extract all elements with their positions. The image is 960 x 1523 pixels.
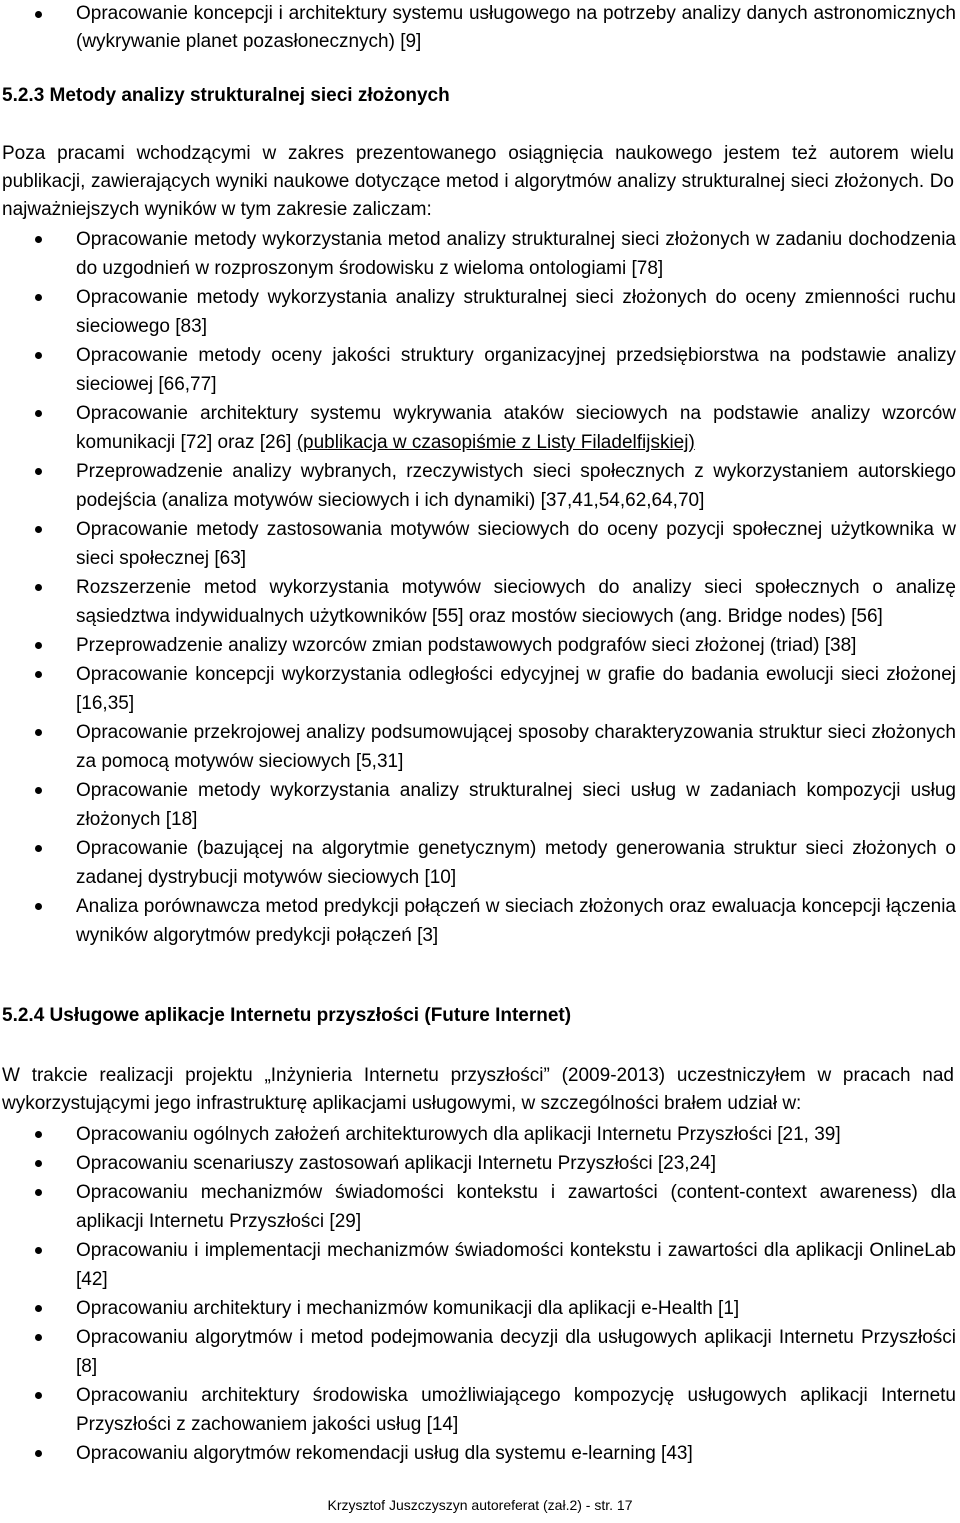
list-item: Opracowaniu algorytmów rekomendacji usług dla systemu e-learning [43] bbox=[0, 1439, 960, 1468]
list-item: Opracowaniu ogólnych założeń architekturowych dla aplikacji Internetu Przyszłości [21, 39] bbox=[0, 1120, 960, 1149]
list-item: Opracowanie (bazującej na algorytmie genetycznym) metody generowania struktur sieci złożonych o zadanej dystrybucji motywów sieciowych [10] bbox=[0, 834, 960, 892]
list-item: Opracowaniu mechanizmów świadomości kontekstu i zawartości (content-context awareness) dla aplikacji Internetu Przyszłości [29] bbox=[0, 1178, 960, 1236]
list-item: Opracowanie metody zastosowania motywów sieciowych do oceny pozycji społecznej użytkownika w sieci społecznej [63] bbox=[0, 515, 960, 573]
section-523-list bbox=[0, 225, 960, 950]
list-item: Opracowanie koncepcji i architektury systemu usługowego na potrzeby analizy danych astronomicznych (wykrywanie planet pozasłonecznych) [9] bbox=[0, 0, 960, 56]
section-524-intro: W trakcie realizacji projektu „Inżynieria Internetu przyszłości” (2009-2013) uczestniczyłem w pracach nad wykorzystującymi jego infrastrukturę aplikacjami usługowymi, w szczególności brałem udział w: bbox=[2, 1065, 954, 1114]
list-item: Opracowanie metody wykorzystania analizy strukturalnej sieci usług w zadaniach kompozycji usług złożonych [18] bbox=[0, 776, 960, 834]
list-item: Analiza porównawcza metod predykcji połączeń w sieciach złożonych oraz ewaluacja koncepcji łączenia wyników algorytmów predykcji połączeń [3] bbox=[0, 892, 960, 950]
list-item: Opracowanie przekrojowej analizy podsumowującej sposoby charakteryzowania struktur sieci złożonych za pomocą motywów sieciowych [5,31] bbox=[0, 718, 960, 776]
list-item: Opracowaniu algorytmów i metod podejmowania decyzji dla usługowych aplikacji Internetu Przyszłości [8] bbox=[0, 1323, 960, 1381]
section-524-list bbox=[0, 1120, 960, 1468]
list-item: Opracowanie metody oceny jakości struktury organizacyjnej przedsiębiorstwa na podstawie analizy sieciowej [66,77] bbox=[0, 341, 960, 399]
list-item-text: Opracowanie architektury systemu wykrywania ataków sieciowych na podstawie analizy wzorców komunikacji [72] oraz [26] bbox=[76, 403, 956, 453]
list-item: Rozszerzenie metod wykorzystania motywów sieciowych do analizy sieci społecznych o analizę sąsiedztwa indywidualnych użytkowników [55] oraz mostów sieciowych (ang. Bridge nodes) [56] bbox=[0, 573, 960, 631]
section-heading-524: 5.2.4 Usługowe aplikacje Internetu przyszłości (Future Internet) bbox=[2, 1005, 572, 1026]
list-item: Opracowaniu architektury środowiska umożliwiającego kompozycję usługowych aplikacji Internetu Przyszłości z zachowaniem jakości usług [14] bbox=[0, 1381, 960, 1439]
list-item: Opracowaniu scenariuszy zastosowań aplikacji Internetu Przyszłości [23,24] bbox=[0, 1149, 960, 1178]
list-item: Opracowanie koncepcji wykorzystania odległości edycyjnej w grafie do badania ewolucji sieci złożonej [16,35] bbox=[0, 660, 960, 718]
page-footer: Krzysztof Juszczyszyn autoreferat (zał.2) - str. 17 bbox=[327, 1497, 633, 1513]
list-item: Opracowaniu i implementacji mechanizmów świadomości kontekstu i zawartości dla aplikacji OnlineLab [42] bbox=[0, 1236, 960, 1294]
journal-note: (publikacja w czasopiśmie z Listy Filadelfijskiej) bbox=[296, 432, 695, 453]
list-item bbox=[0, 399, 960, 457]
list-item: Opracowanie metody wykorzystania analizy strukturalnej sieci złożonych do oceny zmienności ruchu sieciowego [83] bbox=[0, 283, 960, 341]
section-523-intro: Poza pracami wchodzącymi w zakres prezentowanego osiągnięcia naukowego jestem też autorem wielu publikacji, zawierających wyniki naukowe dotyczące metod i algorytmów analizy strukturalnej sieci złożonych. Do najważniejszych wyników w tym zakresie zaliczam: bbox=[2, 143, 954, 220]
section-heading-523: 5.2.3 Metody analizy strukturalnej sieci złożonych bbox=[2, 85, 450, 106]
list-item: Przeprowadzenie analizy wzorców zmian podstawowych podgrafów sieci złożonej (triad) [38] bbox=[0, 631, 960, 660]
list-item: Przeprowadzenie analizy wybranych, rzeczywistych sieci społecznych z wykorzystaniem autorskiego podejścia (analiza motywów sieciowych i ich dynamiki) [37,41,54,62,64,70] bbox=[0, 457, 960, 515]
list-item: Opracowanie metody wykorzystania metod analizy strukturalnej sieci złożonych w zadaniu dochodzenia do uzgodnień w rozproszonym środowisku z wieloma ontologiami [78] bbox=[0, 225, 960, 283]
list-item: Opracowaniu architektury i mechanizmów komunikacji dla aplikacji e-Health [1] bbox=[0, 1294, 960, 1323]
top-bullet-list bbox=[0, 0, 960, 56]
